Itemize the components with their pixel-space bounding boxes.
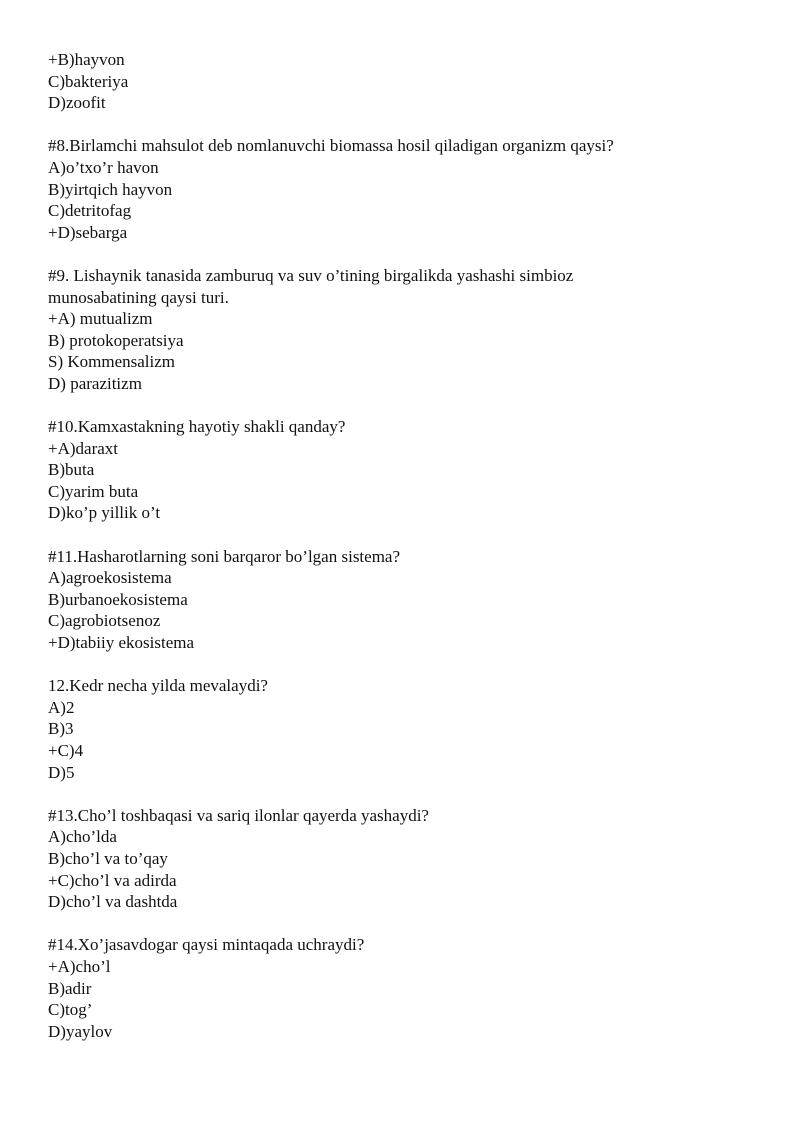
question-block-14 [48,934,740,1042]
option-line: A)o’txo’r havon [48,157,159,177]
option-line: +A)daraxt [48,438,119,458]
option-line: +D)sebarga [48,222,128,242]
question-block-7-tail [48,49,740,114]
question-block-9 [48,265,740,395]
option-line: C)bakteriya [48,71,129,91]
question-title-line-1: #9. Lishaynik tanasida zamburuq va suv o’tining birgalikda yashashi simbioz [48,265,574,285]
option-line: +C)4 [48,741,84,760]
option-line: C)yarim buta [48,481,139,501]
option-line: B)buta [48,460,95,480]
option-line: B)3 [48,719,74,739]
option-line: D) parazitizm [48,373,142,393]
option-line: B)yirtqich hayvon [48,179,173,199]
option-line: A)agroekosistema [48,568,172,588]
question-block-13 [48,805,740,913]
option-line: C)agrobiotsenoz [48,611,161,631]
option-line: +D)tabiiy ekosistema [48,633,195,653]
option-line: A)cho’lda [48,827,117,847]
option-line: D)zoofit [48,93,106,113]
option-line: +B)hayvon [48,50,125,69]
option-line: A)2 [48,697,75,717]
option-line: D)cho’l va dashtda [48,892,178,912]
question-title-line-2: munosabatining qaysi turi. [48,287,229,307]
question-title: #13.Cho’l toshbaqasi va sariq ilonlar qayerda yashaydi? [48,805,429,825]
question-block-12 [48,675,740,783]
option-line: B)cho’l va to’qay [48,848,168,868]
option-line: D)5 [48,762,75,782]
question-block-11 [48,546,740,654]
question-block-10 [48,416,740,524]
question-title: #10.Kamxastakning hayotiy shakli qanday? [48,417,346,437]
question-title: #11.Hasharotlarning soni barqaror bo’lgan sistema? [48,546,401,566]
question-title: #8.Birlamchi mahsulot deb nomlanuvchi biomassa hosil qiladigan organizm qaysi? [48,136,614,156]
option-line: B)adir [48,978,92,998]
question-title: #14.Xo’jasavdogar qaysi mintaqada uchraydi? [48,935,365,955]
option-line: C)tog’ [48,1000,93,1020]
option-line: C)detritofag [48,201,132,221]
option-line: D)ko’p yillik o’t [48,503,161,523]
option-line: +A)cho’l [48,956,111,976]
question-block-8 [48,135,740,243]
question-title: 12.Kedr necha yilda mevalaydi? [48,676,268,696]
option-line: S) Kommensalizm [48,352,176,372]
option-line: +C)cho’l va adirda [48,870,177,890]
option-line: B) protokoperatsiya [48,330,184,350]
option-line: D)yaylov [48,1021,113,1041]
option-line: +A) mutualizm [48,309,153,329]
option-line: B)urbanoekosistema [48,589,188,609]
